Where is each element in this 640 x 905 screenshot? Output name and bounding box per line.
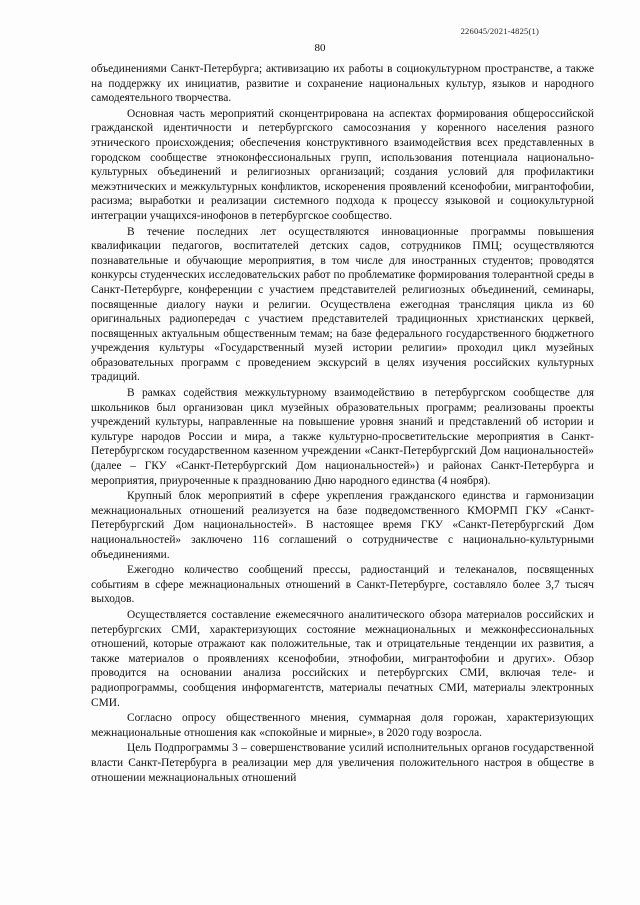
document-body xyxy=(91,62,594,785)
paragraph: В течение последних лет осуществляются инновационные программы повышения квалификации педагогов, воспитателей детских садов, сотрудников ПМЦ; осуществляются познавательные и обучающие мероприятия, в том числе для иностранных студентов; проводятся конкурсы студенческих исследовательских работ по проблематике формирования толерантной среды в Санкт-Петербурге, конференции с участием представителей религиозных объединений, семинары, посвященные диалогу науки и религии. Осуществлена ежегодная трансляция цикла из 60 оригинальных радиопередач с участием представителей традиционных христианских церквей, посвященных актуальным общественным темам; на базе федерального государственного бюджетного учреждения культуры «Государственный музей истории религии» проходил цикл музейных образовательных программ с проведением экскурсий в целях изучения российских культурных традиций. xyxy=(91,225,594,384)
document-code: 226045/2021-4825(1) xyxy=(460,26,539,36)
paragraph: В рамках содействия межкультурному взаимодействию в петербургском сообществе для школьников был организован цикл музейных образовательных программ; реализованы проекты учреждений культуры, направленные на повышение уровня знаний и представлений об истории и культуре народов России и мира, а также культурно-просветительские мероприятия в Санкт-Петербургском государственном казенном учреждении «Санкт-Петербургский Дом национальностей» (далее – ГКУ «Санкт-Петербургский Дом национальностей») и районах Санкт-Петербурга и мероприятия, приуроченные к празднованию Дню народного единства (4 ноября). xyxy=(91,387,594,487)
paragraph: Цель Подпрограммы 3 – совершенствование усилий исполнительных органов государственной власти Санкт-Петербурга в реализации мер для увеличения положительного настроя в обществе в отношении межнациональных отношений xyxy=(91,742,594,784)
paragraph: Согласно опросу общественного мнения, суммарная доля горожан, характеризующих межнациональные отношения как «спокойные и мирные», в 2020 году возросла. xyxy=(91,712,594,739)
paragraph: Основная часть мероприятий сконцентрирована на аспектах формирования общероссийской гражданской идентичности и петербургского самосознания у коренного населения разного этнического происхождения; обеспечения конструктивного взаимодействия всех представленных в городском сообществе этноконфессиональных групп, использования потенциала национально-культурных объединений и религиозных организаций; создания условий для профилактики межэтнических и межкультурных конфликтов, искоренения проявлений ксенофобии, мигрантофобии, расизма; выработки и реализации системного подхода к процессу языковой и социокультурной интеграции учащихся-инофонов в петербургское сообщество. xyxy=(91,107,594,222)
page-number: 80 xyxy=(314,42,326,54)
paragraph: Ежегодно количество сообщений прессы, радиостанций и телеканалов, посвященных событиям в сфере межнациональных отношений в Санкт-Петербурге, составляло более 3,7 тысяч выходов. xyxy=(91,564,594,606)
paragraph: Осуществляется составление ежемесячного аналитического обзора материалов российских и петербургских СМИ, характеризующих состояние межнациональных и межконфессиональных отношений, которые отражают как положительные, так и отрицательные тенденции их развития, а также материалов о проявлениях ксенофобии, этнофобии, мигрантофобии и других». Обзор проводится на основании анализа российских и петербургских СМИ, включая теле- и радиопрограммы, сообщения информагентств, материалы печатных СМИ, материалы электронных СМИ. xyxy=(91,608,594,709)
paragraph: объединениями Санкт-Петербурга; активизацию их работы в социокультурном пространстве, а также на поддержку их инициатив, развитие и сохранение национальных культур, языков и народного самодеятельного творчества. xyxy=(91,63,594,105)
paragraph: Крупный блок мероприятий в сфере укрепления гражданского единства и гармонизации межнациональных отношений реализуется на базе подведомственного КМОРМП ГКУ «Санкт-Петербургский Дом национальностей». В настоящее время ГКУ «Санкт-Петербургский Дом национальностей» заключено 116 соглашений о сотрудничестве с национально-культурными объединениями. xyxy=(91,490,594,561)
